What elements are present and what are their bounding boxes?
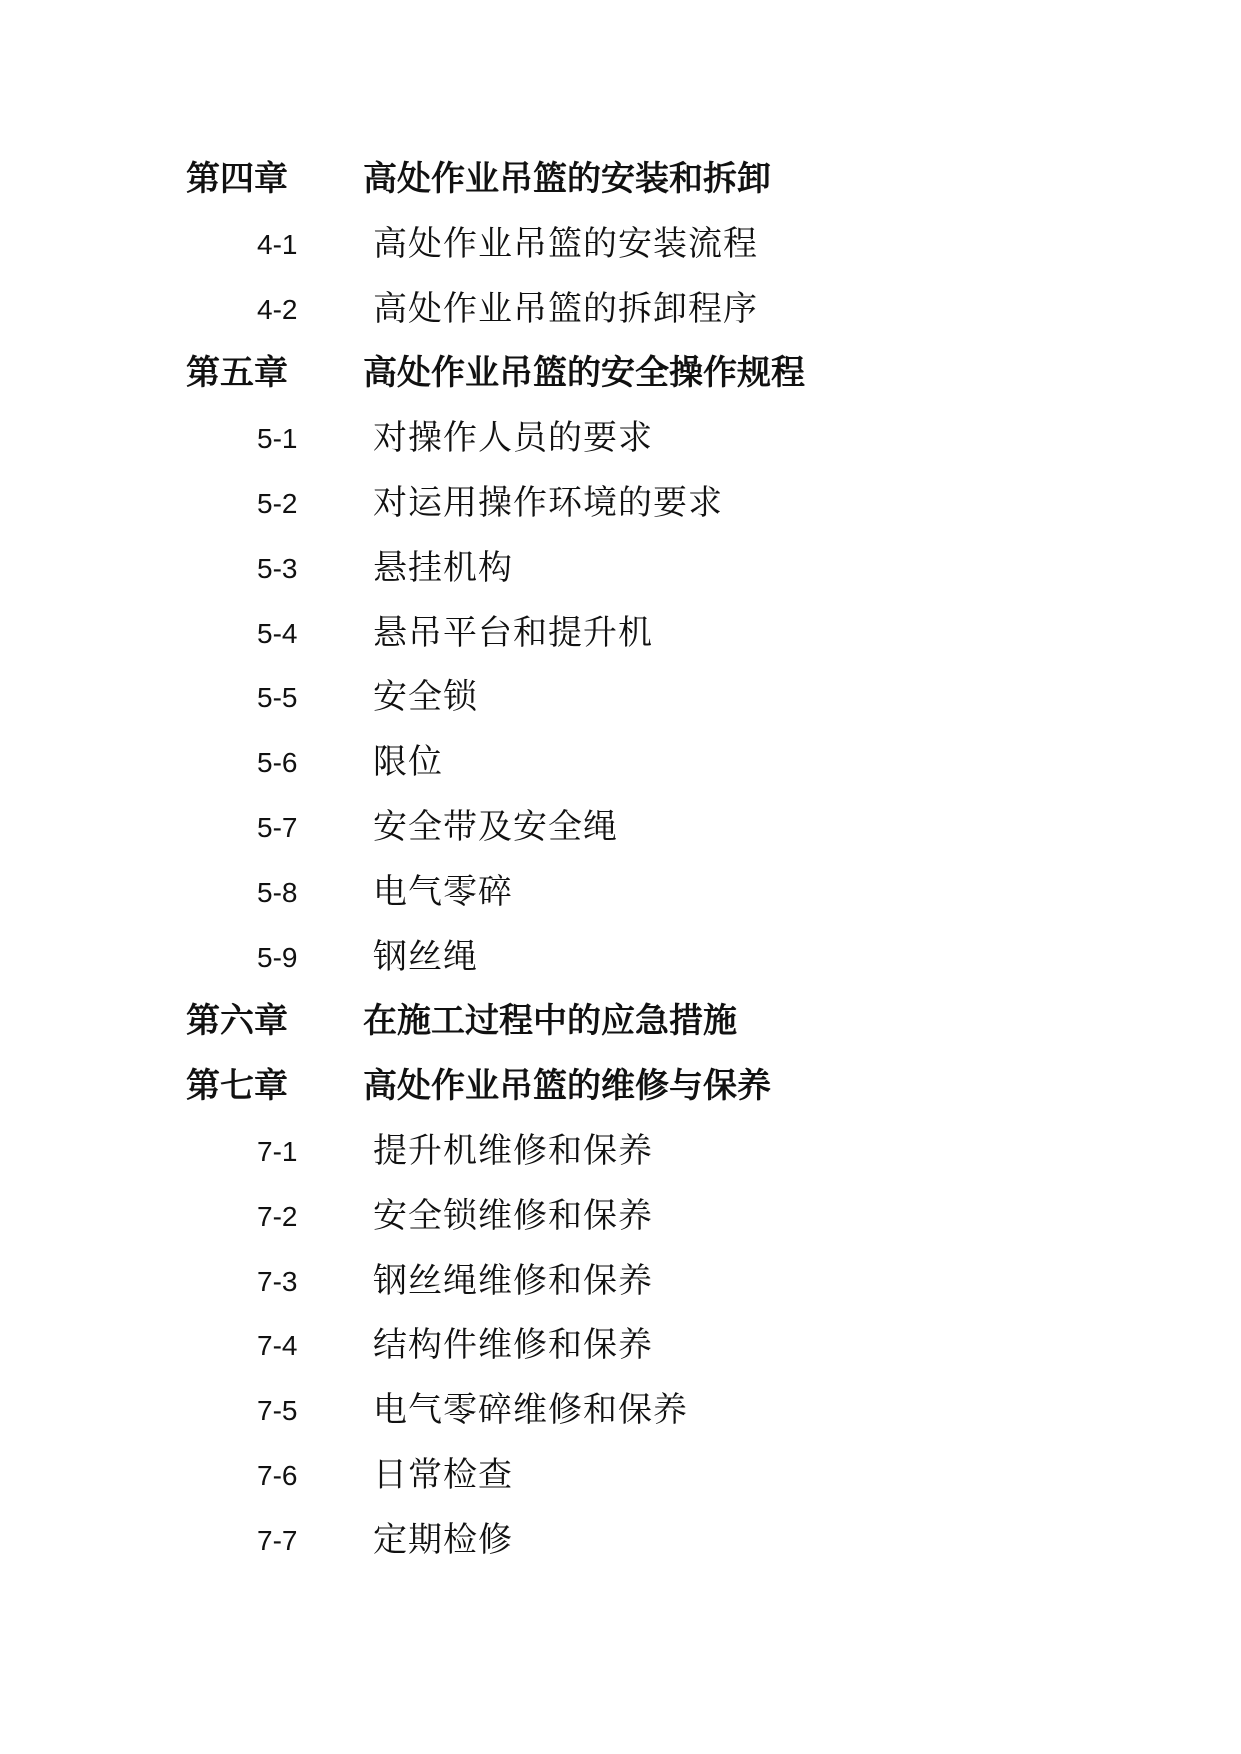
toc-chapter-row bbox=[0, 153, 1241, 218]
section-number: 7-6 bbox=[257, 1459, 298, 1491]
toc-chapter-row bbox=[0, 995, 1241, 1060]
chapter-title: 高处作业吊篮的维修与保养 bbox=[363, 1066, 771, 1107]
chapter-label: 第四章 bbox=[186, 159, 288, 199]
toc-chapter-row bbox=[0, 347, 1241, 412]
toc-section-row bbox=[0, 412, 1241, 477]
toc-section-row bbox=[0, 866, 1241, 931]
chapter-title: 在施工过程中的应急措施 bbox=[363, 1001, 737, 1042]
toc-section-row bbox=[0, 1255, 1241, 1320]
section-number: 5-7 bbox=[257, 811, 298, 843]
section-title: 安全锁 bbox=[373, 677, 478, 718]
section-title: 钢丝绳维修和保养 bbox=[373, 1260, 653, 1301]
section-number: 7-7 bbox=[257, 1524, 298, 1556]
toc-section-row bbox=[0, 671, 1241, 736]
section-title: 日常检查 bbox=[373, 1454, 513, 1495]
toc-section-row bbox=[0, 1514, 1241, 1579]
section-title: 安全带及安全绳 bbox=[373, 806, 618, 847]
section-title: 电气零碎 bbox=[373, 871, 513, 912]
section-number: 4-2 bbox=[257, 293, 298, 325]
section-number: 7-4 bbox=[257, 1330, 298, 1362]
section-number: 7-3 bbox=[257, 1265, 298, 1297]
toc-section-row bbox=[0, 607, 1241, 672]
toc-section-row bbox=[0, 736, 1241, 801]
toc-chapter-row bbox=[0, 1060, 1241, 1125]
toc-section-row bbox=[0, 218, 1241, 283]
toc-section-row bbox=[0, 801, 1241, 866]
toc-section-row bbox=[0, 1384, 1241, 1449]
section-number: 5-6 bbox=[257, 747, 298, 779]
section-number: 4-1 bbox=[257, 228, 298, 260]
chapter-label: 第五章 bbox=[186, 353, 288, 394]
toc-section-row bbox=[0, 931, 1241, 996]
section-number: 5-4 bbox=[257, 617, 298, 649]
section-title: 高处作业吊篮的拆卸程序 bbox=[373, 288, 758, 329]
toc-section-row bbox=[0, 1190, 1241, 1255]
section-number: 5-8 bbox=[257, 876, 298, 908]
table-of-contents bbox=[0, 153, 1241, 1579]
section-title: 提升机维修和保养 bbox=[373, 1130, 653, 1171]
section-title: 安全锁维修和保养 bbox=[373, 1195, 653, 1236]
toc-section-row bbox=[0, 1449, 1241, 1514]
toc-section-row bbox=[0, 477, 1241, 542]
section-number: 5-1 bbox=[257, 423, 298, 455]
section-number: 5-5 bbox=[257, 682, 298, 714]
section-number: 7-5 bbox=[257, 1395, 298, 1427]
toc-section-row bbox=[0, 542, 1241, 607]
section-title: 钢丝绳 bbox=[373, 936, 478, 977]
chapter-label: 第六章 bbox=[186, 1001, 288, 1042]
section-number: 7-2 bbox=[257, 1200, 298, 1232]
section-title: 结构件维修和保养 bbox=[373, 1325, 653, 1366]
section-title: 对运用操作环境的要求 bbox=[373, 482, 723, 523]
section-title: 限位 bbox=[373, 742, 443, 783]
section-title: 定期检修 bbox=[373, 1519, 513, 1560]
toc-section-row bbox=[0, 1319, 1241, 1384]
section-number: 5-2 bbox=[257, 487, 298, 519]
section-title: 对操作人员的要求 bbox=[373, 418, 653, 459]
toc-section-row bbox=[0, 1125, 1241, 1190]
section-title: 悬吊平台和提升机 bbox=[373, 612, 653, 653]
chapter-title: 高处作业吊篮的安全操作规程 bbox=[363, 353, 805, 394]
chapter-title: 高处作业吊篮的安装和拆卸 bbox=[363, 159, 771, 199]
toc-section-row bbox=[0, 283, 1241, 348]
section-number: 7-1 bbox=[257, 1135, 298, 1167]
chapter-label: 第七章 bbox=[186, 1066, 288, 1107]
section-number: 5-9 bbox=[257, 941, 298, 973]
section-number: 5-3 bbox=[257, 552, 298, 584]
section-title: 电气零碎维修和保养 bbox=[373, 1390, 688, 1431]
section-title: 悬挂机构 bbox=[373, 547, 513, 588]
section-title: 高处作业吊篮的安装流程 bbox=[373, 223, 758, 264]
